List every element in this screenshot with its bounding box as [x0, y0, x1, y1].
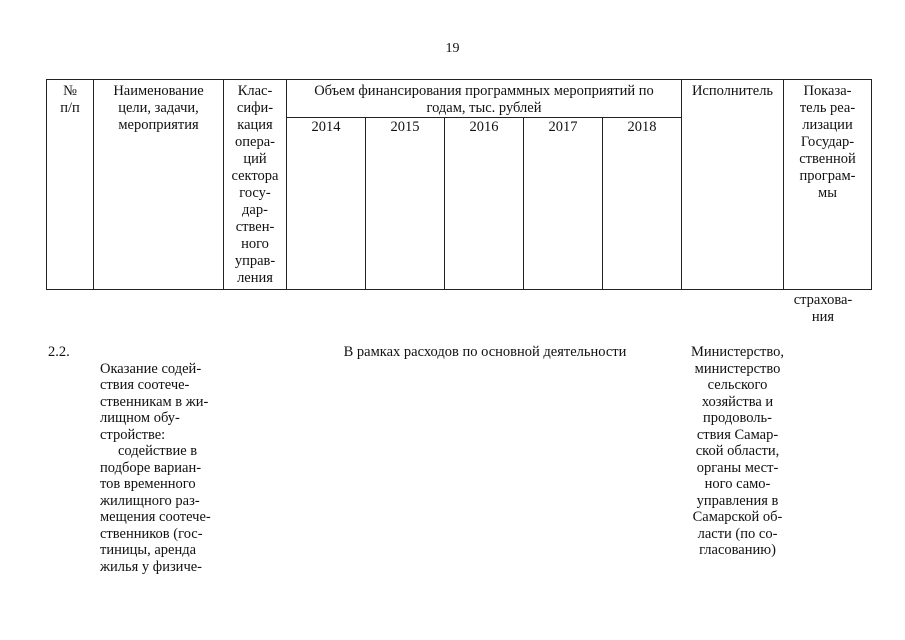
program-table-header — [46, 79, 872, 290]
row-activity-name — [100, 344, 230, 592]
header-activity-name: Наименование цели, задачи, мероприятия — [94, 80, 224, 290]
header-executor: Исполнитель — [682, 80, 784, 290]
row-number: 2.2. — [48, 344, 70, 360]
header-year: 2018 — [603, 118, 682, 290]
header-year: 2014 — [287, 118, 366, 290]
row-activity-detail: содействие в подборе вариан- тов временного жилищного раз- мещения соотече- ственников (гос- тиницы, аренда жилья у физиче- — [100, 443, 211, 575]
header-classification: Клас- сифи- кация опера- ций сектора госу- дар- ствен- ного управ- ления — [224, 80, 287, 290]
header-year: 2016 — [445, 118, 524, 290]
row-financing-note: В рамках расходов по основной деятельности — [343, 344, 627, 360]
header-year: 2017 — [524, 118, 603, 290]
row-executor: Министерство, министерство сельского хозяйства и продоволь- ствия Самар- ской области, органы мест- ного само- управления в Самарской об- ласти (по со- гласованию) — [690, 344, 785, 558]
header-row-number: № п/п — [47, 80, 94, 290]
page-number: 19 — [445, 41, 460, 56]
header-year: 2015 — [366, 118, 445, 290]
indicator-continuation-text: страхова- ния — [793, 292, 853, 325]
header-indicator: Показа- тель реа- лизации Государ- ственной програм- мы — [784, 80, 872, 290]
row-activity-title: Оказание содей- ствия соотече- ственникам в жи- лищном обу- стройстве: — [100, 360, 209, 443]
header-financing-volume: Объем финансирования программных мероприятий по годам, тыс. рублей — [287, 80, 682, 118]
